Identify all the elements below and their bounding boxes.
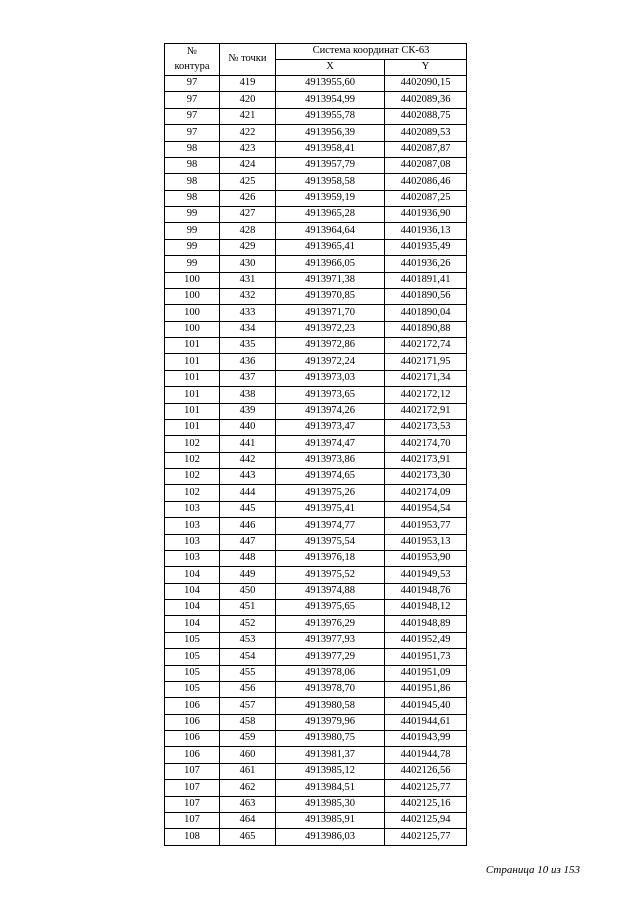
cell-point: 459 — [220, 731, 276, 747]
cell-x: 4913975,41 — [276, 501, 385, 517]
cell-x: 4913984,51 — [276, 780, 385, 796]
cell-contour: 102 — [165, 485, 220, 501]
cell-point: 453 — [220, 632, 276, 648]
cell-y: 4402172,91 — [385, 403, 467, 419]
cell-x: 4913973,65 — [276, 387, 385, 403]
cell-x: 4913970,85 — [276, 288, 385, 304]
cell-y: 4401936,26 — [385, 256, 467, 272]
cell-point: 452 — [220, 616, 276, 632]
cell-contour: 100 — [165, 305, 220, 321]
cell-y: 4401951,73 — [385, 649, 467, 665]
cell-x: 4913974,47 — [276, 436, 385, 452]
cell-y: 4401951,09 — [385, 665, 467, 681]
cell-x: 4913976,29 — [276, 616, 385, 632]
header-contour-number — [165, 44, 220, 76]
cell-contour: 98 — [165, 174, 220, 190]
cell-x: 4913981,37 — [276, 747, 385, 763]
cell-y: 4401944,61 — [385, 714, 467, 730]
cell-point: 433 — [220, 305, 276, 321]
cell-x: 4913973,03 — [276, 370, 385, 386]
cell-point: 420 — [220, 92, 276, 108]
cell-contour: 101 — [165, 403, 220, 419]
cell-y: 4401944,78 — [385, 747, 467, 763]
cell-point: 430 — [220, 256, 276, 272]
cell-contour: 104 — [165, 567, 220, 583]
cell-y: 4402171,95 — [385, 354, 467, 370]
cell-contour: 98 — [165, 190, 220, 206]
cell-point: 443 — [220, 469, 276, 485]
cell-contour: 105 — [165, 649, 220, 665]
cell-contour: 104 — [165, 583, 220, 599]
cell-x: 4913958,58 — [276, 174, 385, 190]
cell-y: 4401935,49 — [385, 239, 467, 255]
cell-point: 435 — [220, 338, 276, 354]
table-row — [165, 256, 467, 272]
table-row — [165, 207, 467, 223]
cell-point: 421 — [220, 108, 276, 124]
cell-x: 4913958,41 — [276, 141, 385, 157]
table-row — [165, 550, 467, 566]
cell-contour: 97 — [165, 76, 220, 92]
cell-y: 4401953,13 — [385, 534, 467, 550]
cell-point: 455 — [220, 665, 276, 681]
table-row — [165, 714, 467, 730]
cell-y: 4402171,34 — [385, 370, 467, 386]
cell-point: 438 — [220, 387, 276, 403]
cell-contour: 106 — [165, 714, 220, 730]
cell-contour: 103 — [165, 501, 220, 517]
table-row — [165, 632, 467, 648]
cell-point: 460 — [220, 747, 276, 763]
cell-x: 4913966,05 — [276, 256, 385, 272]
table-row — [165, 681, 467, 697]
cell-y: 4401953,90 — [385, 550, 467, 566]
cell-y: 4401936,13 — [385, 223, 467, 239]
cell-contour: 106 — [165, 731, 220, 747]
cell-y: 4402087,87 — [385, 141, 467, 157]
table-row — [165, 698, 467, 714]
cell-point: 439 — [220, 403, 276, 419]
cell-y: 4402125,94 — [385, 812, 467, 828]
cell-x: 4913985,12 — [276, 763, 385, 779]
cell-point: 422 — [220, 125, 276, 141]
cell-point: 451 — [220, 600, 276, 616]
cell-point: 425 — [220, 174, 276, 190]
cell-contour: 97 — [165, 92, 220, 108]
cell-point: 449 — [220, 567, 276, 583]
table-row — [165, 403, 467, 419]
cell-contour: 105 — [165, 632, 220, 648]
cell-point: 458 — [220, 714, 276, 730]
cell-contour: 102 — [165, 452, 220, 468]
cell-x: 4913972,24 — [276, 354, 385, 370]
table-row — [165, 731, 467, 747]
table-row — [165, 354, 467, 370]
cell-x: 4913975,54 — [276, 534, 385, 550]
cell-contour: 98 — [165, 157, 220, 173]
cell-y: 4401890,88 — [385, 321, 467, 337]
cell-point: 442 — [220, 452, 276, 468]
cell-contour: 97 — [165, 125, 220, 141]
table-row — [165, 190, 467, 206]
cell-x: 4913959,19 — [276, 190, 385, 206]
cell-contour: 103 — [165, 534, 220, 550]
table-row — [165, 223, 467, 239]
table-row — [165, 387, 467, 403]
cell-contour: 102 — [165, 469, 220, 485]
table-body — [165, 76, 467, 846]
cell-point: 423 — [220, 141, 276, 157]
cell-x: 4913985,30 — [276, 796, 385, 812]
cell-x: 4913975,26 — [276, 485, 385, 501]
cell-x: 4913973,86 — [276, 452, 385, 468]
cell-x: 4913977,93 — [276, 632, 385, 648]
cell-point: 447 — [220, 534, 276, 550]
cell-y: 4401952,49 — [385, 632, 467, 648]
cell-contour: 104 — [165, 616, 220, 632]
cell-y: 4402090,15 — [385, 76, 467, 92]
cell-point: 431 — [220, 272, 276, 288]
table-row — [165, 125, 467, 141]
cell-y: 4401948,89 — [385, 616, 467, 632]
cell-y: 4401890,04 — [385, 305, 467, 321]
header-contour-line1: № — [186, 46, 198, 58]
cell-point: 424 — [220, 157, 276, 173]
cell-x: 4913985,91 — [276, 812, 385, 828]
cell-point: 446 — [220, 518, 276, 534]
cell-point: 427 — [220, 207, 276, 223]
cell-y: 4401948,76 — [385, 583, 467, 599]
table-row — [165, 419, 467, 435]
cell-point: 440 — [220, 419, 276, 435]
cell-point: 463 — [220, 796, 276, 812]
cell-x: 4913974,65 — [276, 469, 385, 485]
header-point-number: № точки — [220, 44, 276, 76]
cell-point: 444 — [220, 485, 276, 501]
table-row — [165, 92, 467, 108]
cell-x: 4913975,52 — [276, 567, 385, 583]
cell-point: 450 — [220, 583, 276, 599]
cell-y: 4402125,16 — [385, 796, 467, 812]
table-row — [165, 76, 467, 92]
cell-contour: 107 — [165, 763, 220, 779]
cell-contour: 101 — [165, 370, 220, 386]
cell-point: 426 — [220, 190, 276, 206]
cell-point: 434 — [220, 321, 276, 337]
cell-x: 4913977,29 — [276, 649, 385, 665]
cell-point: 448 — [220, 550, 276, 566]
cell-contour: 99 — [165, 239, 220, 255]
cell-point: 441 — [220, 436, 276, 452]
cell-point: 461 — [220, 763, 276, 779]
cell-x: 4913964,64 — [276, 223, 385, 239]
cell-y: 4402172,12 — [385, 387, 467, 403]
cell-point: 457 — [220, 698, 276, 714]
cell-point: 464 — [220, 812, 276, 828]
table-row — [165, 534, 467, 550]
header-coordinate-system: Система координат СК-63 — [276, 44, 467, 60]
table-row — [165, 812, 467, 828]
cell-contour: 104 — [165, 600, 220, 616]
cell-contour: 103 — [165, 550, 220, 566]
table-row — [165, 174, 467, 190]
cell-y: 4401890,56 — [385, 288, 467, 304]
cell-x: 4913957,79 — [276, 157, 385, 173]
cell-y: 4402172,74 — [385, 338, 467, 354]
cell-contour: 101 — [165, 354, 220, 370]
cell-y: 4402126,56 — [385, 763, 467, 779]
cell-contour: 102 — [165, 436, 220, 452]
table-row — [165, 108, 467, 124]
cell-x: 4913972,86 — [276, 338, 385, 354]
table-row — [165, 649, 467, 665]
cell-y: 4402088,75 — [385, 108, 467, 124]
cell-y: 4401949,53 — [385, 567, 467, 583]
table-row — [165, 305, 467, 321]
cell-point: 436 — [220, 354, 276, 370]
table-row — [165, 583, 467, 599]
cell-x: 4913979,96 — [276, 714, 385, 730]
cell-contour: 100 — [165, 288, 220, 304]
cell-y: 4402087,25 — [385, 190, 467, 206]
cell-point: 428 — [220, 223, 276, 239]
cell-x: 4913955,78 — [276, 108, 385, 124]
cell-y: 4402125,77 — [385, 829, 467, 845]
cell-y: 4402125,77 — [385, 780, 467, 796]
header-y: Y — [385, 60, 467, 76]
table-row — [165, 501, 467, 517]
cell-y: 4402174,09 — [385, 485, 467, 501]
cell-x: 4913954,99 — [276, 92, 385, 108]
cell-x: 4913976,18 — [276, 550, 385, 566]
cell-y: 4401891,41 — [385, 272, 467, 288]
cell-contour: 106 — [165, 698, 220, 714]
cell-y: 4402174,70 — [385, 436, 467, 452]
cell-contour: 108 — [165, 829, 220, 845]
table-row — [165, 338, 467, 354]
cell-contour: 101 — [165, 387, 220, 403]
cell-y: 4402173,30 — [385, 469, 467, 485]
cell-y: 4401951,86 — [385, 681, 467, 697]
cell-point: 454 — [220, 649, 276, 665]
table-row — [165, 796, 467, 812]
cell-contour: 100 — [165, 272, 220, 288]
table-row — [165, 829, 467, 845]
cell-point: 437 — [220, 370, 276, 386]
table-row — [165, 616, 467, 632]
cell-contour: 105 — [165, 681, 220, 697]
cell-x: 4913975,65 — [276, 600, 385, 616]
cell-y: 4401948,12 — [385, 600, 467, 616]
cell-x: 4913965,28 — [276, 207, 385, 223]
cell-contour: 107 — [165, 812, 220, 828]
cell-y: 4401954,54 — [385, 501, 467, 517]
table-row — [165, 747, 467, 763]
page-footer: Страница 10 из 153 — [485, 864, 580, 876]
table-row — [165, 665, 467, 681]
cell-contour: 105 — [165, 665, 220, 681]
table-row — [165, 157, 467, 173]
cell-point: 465 — [220, 829, 276, 845]
cell-contour: 98 — [165, 141, 220, 157]
cell-y: 4401943,99 — [385, 731, 467, 747]
cell-point: 429 — [220, 239, 276, 255]
cell-contour: 100 — [165, 321, 220, 337]
table-row — [165, 469, 467, 485]
cell-contour: 99 — [165, 223, 220, 239]
table-row — [165, 321, 467, 337]
cell-x: 4913973,47 — [276, 419, 385, 435]
cell-y: 4401953,77 — [385, 518, 467, 534]
cell-contour: 107 — [165, 780, 220, 796]
cell-x: 4913971,70 — [276, 305, 385, 321]
cell-contour: 97 — [165, 108, 220, 124]
table-row — [165, 141, 467, 157]
table-row — [165, 518, 467, 534]
cell-y: 4402173,53 — [385, 419, 467, 435]
table-row — [165, 763, 467, 779]
table-row — [165, 272, 467, 288]
cell-point: 462 — [220, 780, 276, 796]
cell-y: 4402089,53 — [385, 125, 467, 141]
table-row — [165, 780, 467, 796]
cell-y: 4401945,40 — [385, 698, 467, 714]
cell-y: 4402086,46 — [385, 174, 467, 190]
cell-contour: 101 — [165, 419, 220, 435]
table-row — [165, 288, 467, 304]
cell-x: 4913980,75 — [276, 731, 385, 747]
cell-y: 4402089,36 — [385, 92, 467, 108]
cell-contour: 99 — [165, 256, 220, 272]
cell-contour: 103 — [165, 518, 220, 534]
cell-x: 4913971,38 — [276, 272, 385, 288]
cell-point: 432 — [220, 288, 276, 304]
cell-x: 4913974,88 — [276, 583, 385, 599]
cell-x: 4913978,70 — [276, 681, 385, 697]
table-row — [165, 370, 467, 386]
table-row — [165, 436, 467, 452]
cell-point: 456 — [220, 681, 276, 697]
cell-x: 4913974,77 — [276, 518, 385, 534]
cell-x: 4913955,60 — [276, 76, 385, 92]
cell-x: 4913956,39 — [276, 125, 385, 141]
cell-point: 445 — [220, 501, 276, 517]
cell-x: 4913980,58 — [276, 698, 385, 714]
table-row — [165, 567, 467, 583]
cell-x: 4913972,23 — [276, 321, 385, 337]
cell-contour: 101 — [165, 338, 220, 354]
cell-contour: 106 — [165, 747, 220, 763]
header-x: X — [276, 60, 385, 76]
coordinates-table — [164, 43, 467, 846]
table-row — [165, 239, 467, 255]
cell-point: 419 — [220, 76, 276, 92]
cell-x: 4913978,06 — [276, 665, 385, 681]
table-row — [165, 452, 467, 468]
cell-y: 4402173,91 — [385, 452, 467, 468]
cell-y: 4401936,90 — [385, 207, 467, 223]
cell-y: 4402087,08 — [385, 157, 467, 173]
cell-x: 4913986,03 — [276, 829, 385, 845]
table-row — [165, 600, 467, 616]
header-contour-line2: контура — [174, 60, 210, 72]
cell-x: 4913974,26 — [276, 403, 385, 419]
cell-x: 4913965,41 — [276, 239, 385, 255]
cell-contour: 107 — [165, 796, 220, 812]
cell-contour: 99 — [165, 207, 220, 223]
table-row — [165, 485, 467, 501]
